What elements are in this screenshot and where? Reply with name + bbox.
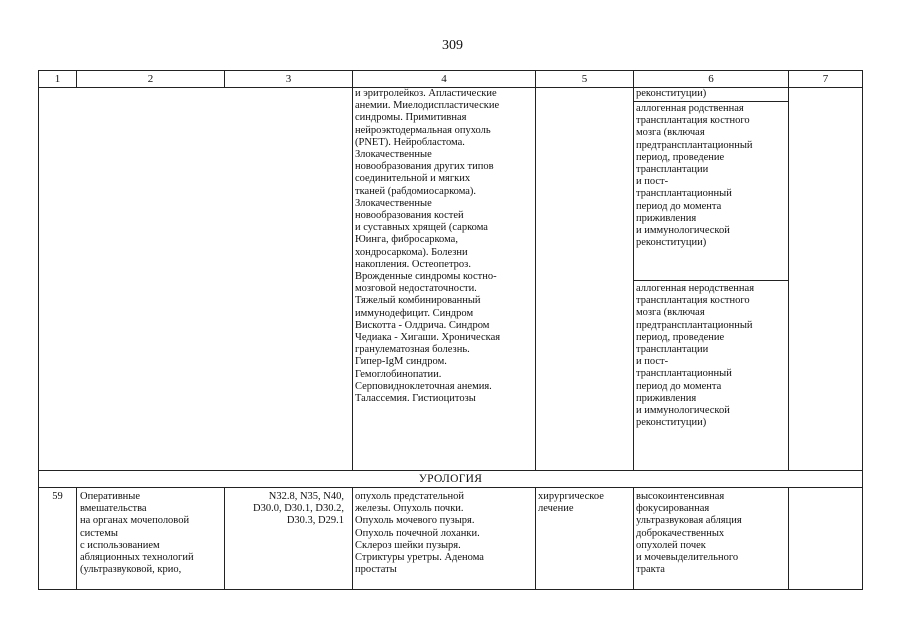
grid-line [788,487,789,590]
grid-line [352,487,353,590]
method-cell: аллогенная родственная трансплантация костного мозга (включая предтрансплантационный период, проведение трансплантации и пост- трансплантационный период до момента приживления и иммунологической реконституции) [636,103,753,249]
grid-line [633,101,788,102]
grid-line [633,70,634,471]
treatment-type-cell: хирургическое лечение [538,491,604,515]
header-cell: 7 [822,73,829,85]
diagnosis-cell: опухоль предстательной железы. Опухоль почки. Опухоль мочевого пузыря. Опухоль почечной лоханки. Склероз шейки пузыря. Стриктуры уретры. Аденома простаты [355,491,484,576]
grid-line [38,589,862,590]
grid-line [76,487,77,590]
method-cell: реконституции) [636,88,707,99]
page-number: 309 [442,38,463,53]
header-cell: 3 [285,73,292,85]
grid-line [535,487,536,590]
header-cell: 2 [147,73,154,85]
grid-line [38,70,862,71]
row-number-cell: 59 [52,491,63,502]
grid-line [788,70,789,471]
header-cell: 4 [441,73,447,85]
diagnosis-cell: и эритролейкоз. Апластические анемии. Миелодиспластические синдромы. Примитивная нейроэктодермальная опухоль (PNET). Нейробластома. Злокачественные новообразования других типов соединительной и мягких тканей (рабдомиосаркома). Злокачественные новообразования костей и суставных хрящей (саркома Юинга, фибросаркома, хондросаркома). Болезни накопления. Остеопетроз. Врожденные синдромы костно- мозговой недостаточности. Тяжелый комбинированный иммунодефицит. Синдром Вискотта - Олдрича. Синдром Чедиака - Хигаши. Хроническая гранулематозная болезнь. Гипер-IgM синдром. Гемоглобинопатии. Серповидноклеточная анемия. Талассемия. Гистиоцитозы [355,88,501,405]
grid-line [352,87,353,471]
grid-line [633,280,788,281]
section-title: УРОЛОГИЯ [418,473,483,485]
intervention-cell: Оперативные вмешательства на органах мочеполовой системы с использованием абляционных технологий (ультразвуковой, крио, [80,491,194,576]
grid-line [862,70,863,590]
grid-line [535,70,536,471]
grid-line [633,487,634,590]
icd-codes-cell: N32.8, N35, N40, D30.0, D30.1, D30.2, D30.3, D29.1 [253,491,344,527]
method-cell: высокоинтенсивная фокусированная ультразвуковая абляция доброкачественных опухолей почек и мочевыделительного тракта [636,491,742,576]
header-cell: 5 [581,73,588,85]
method-cell: аллогенная неродственная трансплантация костного мозга (включая предтрансплантационный период, проведение трансплантации и пост- трансплантационный период до момента приживления и иммунологической реконституции) [636,283,755,429]
header-cell: 1 [54,73,61,85]
header-cell: 6 [708,73,714,85]
grid-line [38,487,862,488]
